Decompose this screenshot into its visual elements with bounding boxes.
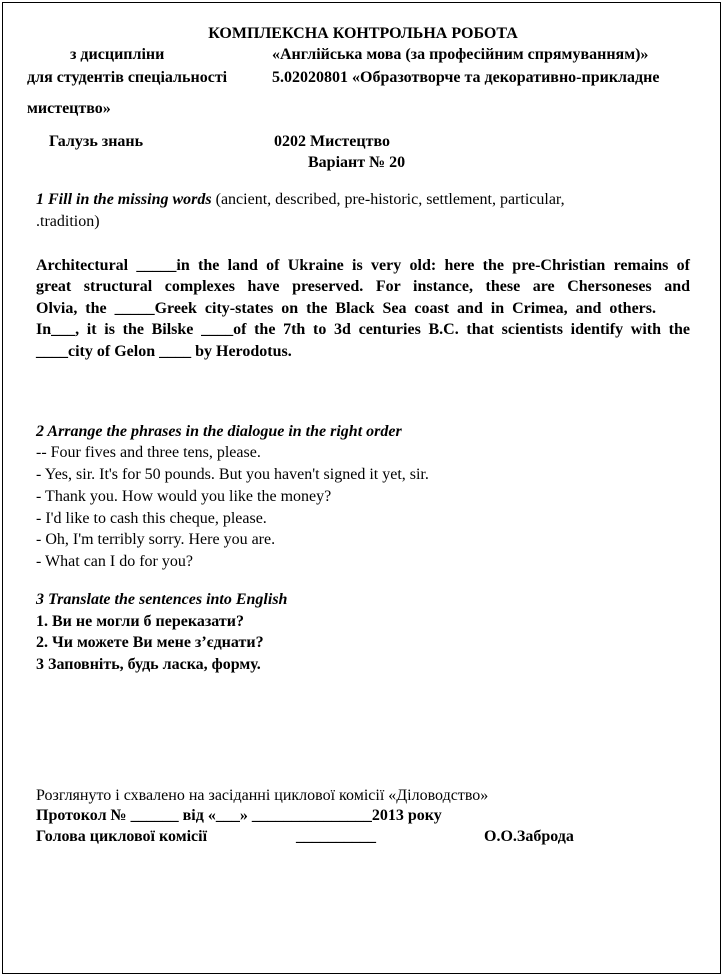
task2-heading: 2 Arrange the phrases in the dialogue in the right order — [36, 423, 402, 440]
doc-title: КОМПЛЕКСНА КОНТРОЛЬНА РОБОТА — [208, 25, 518, 42]
task1-text-line: Olvia, the _____Greek city-states on the Black Sea coast and in Crimea, and others. — [36, 300, 656, 317]
field-value: 0202 Мистецтво — [274, 133, 390, 150]
signature-line: __________ — [296, 828, 376, 845]
field-label: Галузь знань — [49, 133, 144, 150]
translate-line: 1. Ви не могли б переказати? — [36, 613, 244, 630]
task1-text-line: In___, it is the Bilske ____of the 7th to 3d centuries B.C. that scientists identify with the — [36, 321, 690, 338]
dialogue-line: -- Four fives and three tens, please. — [36, 444, 261, 461]
dialogue-line: - Yes, sir. It's for 50 pounds. But you haven't signed it yet, sir. — [36, 466, 429, 483]
dialogue-line: - Oh, I'm terribly sorry. Here you are. — [36, 531, 276, 548]
task3-heading: 3 Translate the sentences into English — [36, 591, 288, 608]
dialogue-line: - I'd like to cash this cheque, please. — [36, 510, 267, 527]
task1-text-line: ____city of Gelon ____ by Herodotus. — [36, 343, 292, 360]
task1-text-line: Architectural _____in the land of Ukraine is very old: here the pre-Christian remains of — [36, 257, 690, 274]
dialogue-line: - What can I do for you? — [36, 553, 193, 570]
task1-text-line: great structural complexes have preserved. For instance, these are Chersoneses and — [36, 278, 690, 295]
task1-words-cont: .tradition) — [36, 213, 100, 230]
task1-heading-line — [36, 190, 565, 210]
head-label: Голова циклової комісії — [36, 828, 208, 845]
specialty-value-cont: мистецтво» — [27, 100, 111, 117]
protocol-line: Протокол № ______ від «___» _______________2013 року — [36, 807, 442, 824]
discipline-label: з дисципліни — [70, 46, 165, 63]
translate-line: 2. Чи можете Ви мене з’єднати? — [36, 634, 264, 651]
specialty-value: 5.02020801 «Образотворче та декоративно-прикладне — [272, 69, 660, 86]
translate-line: 3 Заповніть, будь ласка, форму. — [36, 656, 261, 673]
approved-line: Розглянуто і схвалено на засіданні циклової комісії «Діловодство» — [36, 787, 489, 804]
head-name: О.О.Заброда — [484, 828, 574, 845]
task1-heading: 1 Fill in the missing words — [36, 191, 212, 208]
variant: Варіант № 20 — [308, 154, 406, 171]
specialty-label: для студентів спеціальності — [27, 69, 228, 86]
dialogue-line: - Thank you. How would you like the money? — [36, 488, 332, 505]
task1-words: (ancient, described, pre-historic, settlement, particular, — [215, 191, 565, 208]
discipline-value: «Англійська мова (за професійним спрямуванням)» — [272, 46, 649, 63]
